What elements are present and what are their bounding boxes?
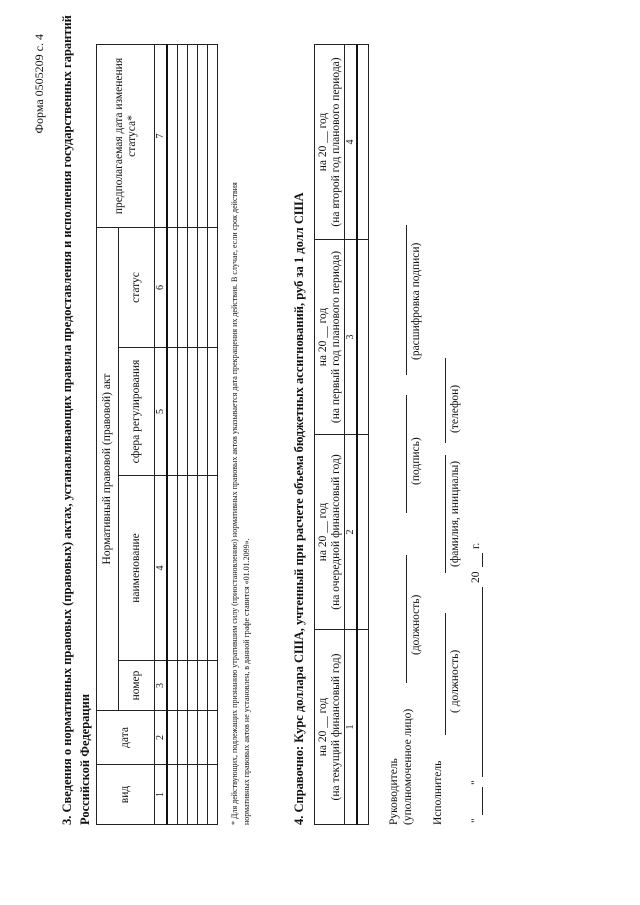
s4-col4-year: на 20 __ год <box>316 112 329 172</box>
s4-col2-period: (на очередной финансовый год) <box>329 454 342 610</box>
form-reference: Форма 0505209 с. 4 <box>32 34 46 134</box>
header-status: статус <box>119 228 155 348</box>
header-naimenovanie: наименование <box>119 476 155 661</box>
executor-position-line <box>445 613 446 735</box>
s4-colnum-1: 1 <box>345 630 358 825</box>
colnum-7: 7 <box>155 45 168 228</box>
header-vid: вид <box>97 765 155 825</box>
date-year: 20 <box>470 571 482 583</box>
s4-colnum-4: 4 <box>345 45 358 240</box>
footnote-line1: * Для действующих, подлежащих признанию утратившим силу (приостановлению) нормативных правовых актов указывается дата прекращения их действия. В случае, если срок действия <box>230 182 239 825</box>
s4-col4-header <box>315 45 345 240</box>
header-sfera: сфера регулирования <box>119 348 155 476</box>
table-row <box>167 45 178 825</box>
s4-col1-header <box>315 630 345 825</box>
executor-label: Исполнитель <box>432 760 444 825</box>
s4-col1-year: на 20 __ год <box>316 697 329 757</box>
executor-name-caption: (фамилия, инициалы) <box>449 460 461 567</box>
s4-colnum-2: 2 <box>345 435 358 630</box>
head-position-line <box>406 555 407 683</box>
s4-col2-header <box>315 435 345 630</box>
s4-col2-year: на 20 __ год <box>316 502 329 562</box>
colnum-5: 5 <box>155 348 168 476</box>
table-row <box>357 45 368 825</box>
s4-col4-period: (на второй год планового периода) <box>329 57 342 227</box>
head-decoding-line <box>406 225 407 375</box>
footnote-line2: нормативных правовых актов не установлен, в данной графе ставится «01.01.2099». <box>242 538 251 825</box>
colnum-4: 4 <box>155 476 168 661</box>
header-nomer: номер <box>119 661 155 711</box>
executor-name-line <box>445 455 446 573</box>
head-label: Руководитель <box>388 758 400 825</box>
section3-title-line2: Российской Федерации <box>78 693 92 825</box>
table-row <box>188 45 198 825</box>
head-signature-caption: (подпись) <box>410 437 422 485</box>
header-group-act: Нормативный правовой (правовой) акт <box>97 228 119 711</box>
section4-table <box>314 44 369 825</box>
date-suffix: г. <box>470 542 482 549</box>
date-quote-open: " <box>470 818 482 823</box>
executor-phone-line <box>445 358 446 443</box>
s4-col3-period: (на первый год планового периода) <box>329 250 342 424</box>
section3-table <box>96 44 218 825</box>
date-month-line <box>482 587 483 777</box>
header-status-date: предполагаемая дата изменения статуса* <box>97 45 155 228</box>
section4-title: 4. Справочно: Курс доллара США, учтенный при расчете объема бюджетных ассигнований, руб за 1 долл США <box>292 192 306 825</box>
head-position-caption: (должность) <box>410 594 422 655</box>
table-row <box>178 45 188 825</box>
header-data: дата <box>97 711 155 765</box>
table-row <box>208 45 218 825</box>
s4-col3-header <box>315 240 345 435</box>
head-label-authorized: (уполномоченное лицо) <box>402 708 414 825</box>
s4-col1-period: (на текущий финансовый год) <box>329 653 342 801</box>
section3-title-line1: 3. Сведения о нормативных правовых (правовых) актах, устанавливающих правила предоставления и исполнения государственных гарантий <box>60 15 74 825</box>
colnum-1: 1 <box>155 765 168 825</box>
s4-col3-year: на 20 __ год <box>316 307 329 367</box>
table-row <box>198 45 208 825</box>
head-decoding-caption: (расшифровка подписи) <box>410 242 422 360</box>
date-year-line <box>482 553 483 567</box>
date-day-line <box>482 787 483 815</box>
executor-phone-caption: (телефон) <box>449 384 461 433</box>
colnum-3: 3 <box>155 661 168 711</box>
head-signature-line <box>406 395 407 513</box>
colnum-2: 2 <box>155 711 168 765</box>
executor-position-caption: ( должность) <box>449 649 461 713</box>
colnum-6: 6 <box>155 228 168 348</box>
s4-colnum-3: 3 <box>345 240 358 435</box>
date-quote-close: " <box>470 780 482 785</box>
